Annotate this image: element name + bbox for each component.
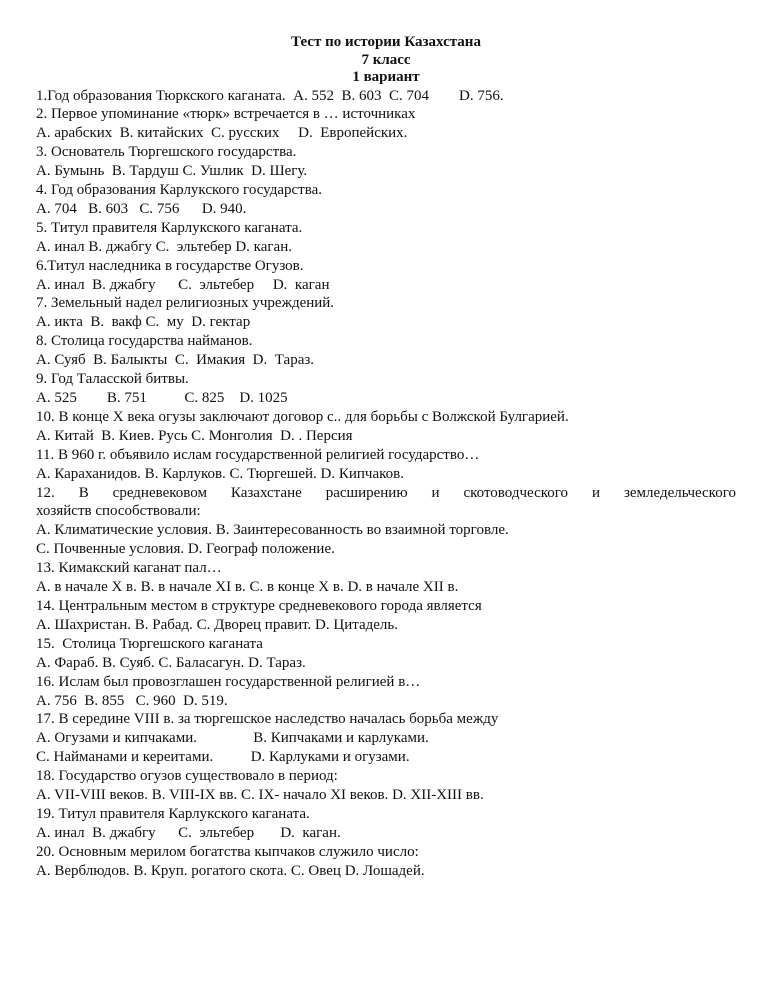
text-line: C. Почвенные условия. D. Географ положение. [36,541,335,558]
text-line: A. Китай B. Киев. Русь C. Монголия D. . Персия [36,427,353,444]
text-line: A. Бумынь B. Тардуш C. Ушлик D. Шегу. [36,163,308,180]
grade-label: 7 класс [361,51,411,68]
text-line: 9. Год Таласской битвы. [36,371,189,388]
text-line: 4. Год образования Карлукского государства. [36,182,323,199]
text-line: хозяйств способствовали: [36,503,201,520]
text-line: 16. Ислам был провозглашен государственной религией в… [36,673,421,690]
text-line: A. Огузами и кипчаками. B. Кипчаками и карлуками. [36,730,429,747]
text-line: 14. Центральным местом в структуре средневекового города является [36,597,482,614]
text-line: A. VII-VIII веков. B. VIII-IX вв. C. IX- начало XI веков. D. XII-XIII вв. [36,787,484,804]
text-line: A. Верблюдов. B. Круп. рогатого скота. C. Овец D. Лошадей. [36,862,425,879]
text-line: A. инал B. джабгу C. эльтебер D. каган [36,276,330,293]
text-line: 3. Основатель Тюргешского государства. [36,144,297,161]
text-line: 7. Земельный надел религиозных учреждений. [36,295,335,312]
text-line: A. инал B. джабгу C. эльтебер D. каган. [36,824,341,841]
text-line: A. инал B. джабгу C. эльтебер D. каган. [36,238,292,255]
text-line: A. арабских B. китайских C. русских D. Европейских. [36,125,408,142]
text-line: 19. Титул правителя Карлукского каганата. [36,805,310,822]
text-line: A. Фараб. B. Суяб. C. Баласагун. D. Тараз. [36,654,306,671]
text-line: 18. Государство огузов существовало в период: [36,768,338,785]
text-line: 6.Титул наследника в государстве Огузов. [36,257,304,274]
text-line: 2. Первое упоминание «тюрк» встречается в … источниках [36,106,416,123]
variant-label: 1 вариант [352,69,420,85]
text-line: A. 756 B. 855 C. 960 D. 519. [36,692,228,709]
text-line: 13. Кимакский каганат пал… [36,560,222,577]
page-title: Тест по истории Казахстана [291,34,481,50]
text-line: 5. Титул правителя Карлукского каганата. [36,219,303,236]
text-line: A. икта B. вакф C. му D. гектар [36,314,251,331]
text-line: 11. В 960 г. объявило ислам государственной религией государство… [36,446,480,463]
text-line: 17. В середине VIII в. за тюргешское наследство началась борьба между [36,711,499,728]
text-line: A. Климатические условия. B. Заинтересованность во взаимной торговле. [36,522,509,539]
text-line: 1.Год образования Тюркского каганата. A. 552 B. 603 C. 704 D. 756. [36,87,504,104]
text-line: A. 525 B. 751 C. 825 D. 1025 [36,390,288,406]
text-line: A. 704 B. 603 C. 756 D. 940. [36,200,247,217]
text-line: A. Шахристан. B. Рабад. C. Дворец правит. D. Цитадель. [36,616,398,633]
title-block [36,34,736,87]
text-line: C. Найманами и кереитами. D. Карлуками и огузами. [36,749,410,766]
text-line: 12. В средневековом Казахстане расширению и скотоводческого и земледельческого [36,484,736,501]
text-line: 20. Основным мерилом богатства кыпчаков служило число: [36,843,419,860]
question-list [36,87,736,881]
text-line: 10. В конце X века огузы заключают договор с.. для борьбы с Волжской Булгарией. [36,408,569,425]
test-page [36,34,736,881]
text-line: 8. Столица государства найманов. [36,333,253,350]
text-line: A. Суяб B. Балыкты C. Имакия D. Тараз. [36,352,315,369]
text-line: 15. Столица Тюргешского каганата [36,635,263,652]
text-line: A. Караханидов. B. Карлуков. C. Тюргешей. D. Кипчаков. [36,465,404,482]
text-line: A. в начале X в. B. в начале XI в. C. в конце X в. D. в начале XII в. [36,579,459,596]
